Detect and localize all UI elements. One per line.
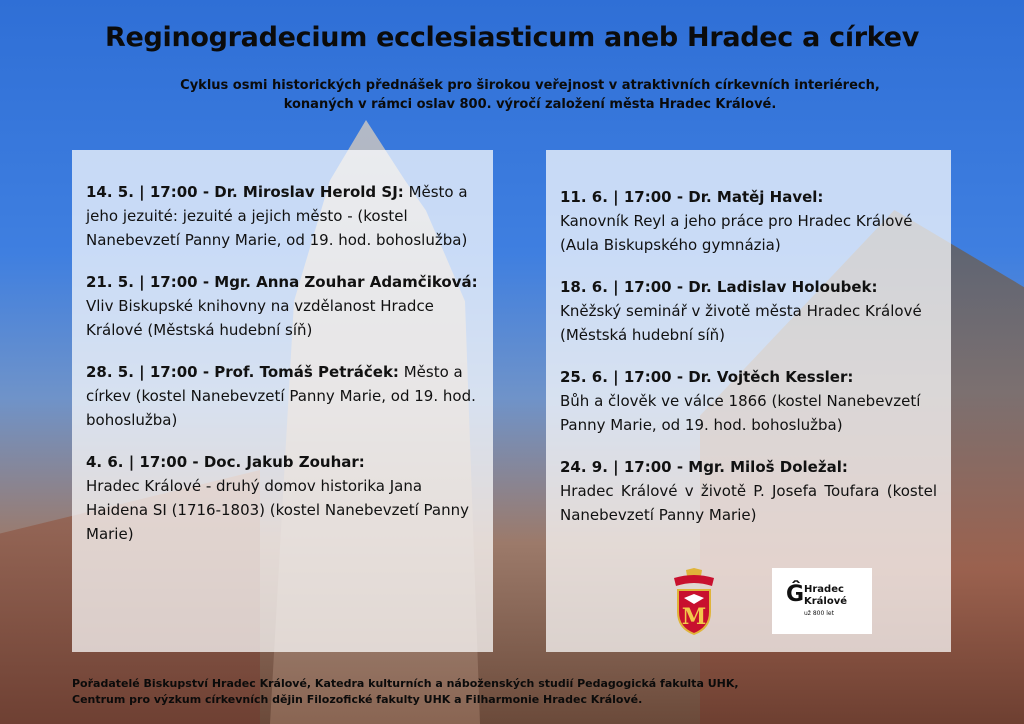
event-text: Kněžský seminář v životě města Hradec Králové (Městská hudební síň) [560,302,922,344]
footer-organizers [72,676,872,708]
event-item [86,450,479,546]
event-lead: 28. 5. | 17:00 - Prof. Tomáš Petráček: [86,363,399,381]
event-item [560,275,937,347]
hk-logo-sub: už 800 let [804,610,834,617]
hk-logo-mark-icon: Ĝ [786,582,805,607]
event-text: Hradec Králové v životě P. Josefa Toufara (kostel Nanebevzetí Panny Marie) [560,482,937,524]
event-lead: 11. 6. | 17:00 - Dr. Matěj Havel: [560,188,824,206]
hk-logo-name [804,584,847,608]
events-panel-left [72,150,493,652]
event-text: Město a jeho jezuité: jezuité a jejich město - (kostel Nanebevzetí Panny Marie, od 19. hod. bohoslužba) [86,183,468,249]
footer-line-1: Pořadatelé Biskupství Hradec Králové, Katedra kulturních a náboženských studií Pedagogická fakulta UHK, [72,677,739,690]
event-text: Kanovník Reyl a jeho práce pro Hradec Králové (Aula Biskupského gymnázia) [560,212,913,254]
hk-logo-name-line1: Hradec [804,584,844,595]
event-lead: 14. 5. | 17:00 - Dr. Miroslav Herold SJ: [86,183,404,201]
event-lead: 4. 6. | 17:00 - Doc. Jakub Zouhar: [86,453,365,471]
subtitle [140,76,920,114]
event-item [560,185,937,257]
event-lead: 21. 5. | 17:00 - Mgr. Anna Zouhar Adamčiková: [86,273,478,291]
hk-logo-name-line2: Králové [804,596,848,607]
event-text: Město a církev (kostel Nanebevzetí Panny Marie, od 19. hod. bohoslužba) [86,363,476,429]
events-panel-right [546,150,951,652]
event-lead: 24. 9. | 17:00 - Mgr. Miloš Doležal: [560,458,848,476]
event-lead: 25. 6. | 17:00 - Dr. Vojtěch Kessler: [560,368,854,386]
subtitle-line-1: Cyklus osmi historických přednášek pro širokou veřejnost v atraktivních církevních interiérech, [180,78,880,93]
subtitle-line-2: konaných v rámci oslav 800. výročí založení města Hradec Králové. [283,97,777,112]
event-item [560,365,937,437]
event-text: Bůh a člověk ve válce 1866 (kostel Nanebevzetí Panny Marie, od 19. hod. bohoslužba) [560,392,921,434]
diocese-crest-icon [664,568,724,636]
event-text: Hradec Králové - druhý domov historika Jana Haidena SI (1716-1803) (kostel Nanebevzetí Panny Marie) [86,477,469,543]
event-item [86,180,479,252]
header [0,22,1024,53]
event-lead: 18. 6. | 17:00 - Dr. Ladislav Holoubek: [560,278,878,296]
event-item [86,360,479,432]
event-item [560,455,937,527]
footer-line-2: Centrum pro výzkum církevních dějin Filozofické fakulty UHK a Filharmonie Hradec Králové. [72,693,643,706]
logos-row [546,566,951,636]
event-text: Vliv Biskupské knihovny na vzdělanost Hradce Králové (Městská hudební síň) [86,297,434,339]
crest-letter: M [681,604,707,630]
page-title: Reginogradecium ecclesiasticum aneb Hradec a církev [104,22,920,53]
event-item [86,270,479,342]
hradec-kralove-800-logo [772,568,872,634]
